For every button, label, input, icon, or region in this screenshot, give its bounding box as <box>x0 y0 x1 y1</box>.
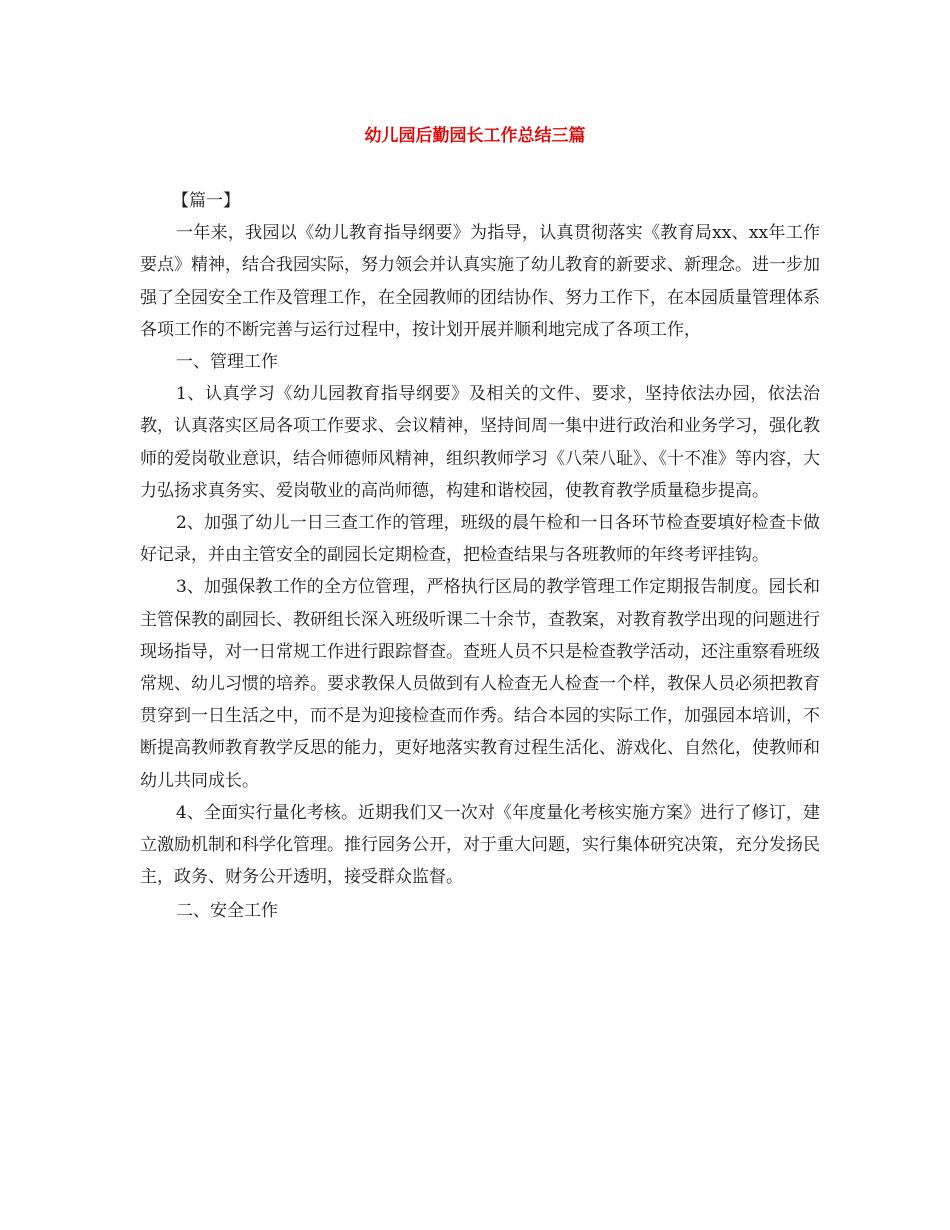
intro-paragraph: 一年来，我园以《幼儿教育指导纲要》为指导，认真贯彻落实《教育局xx、xx年工作要点》精神，结合我园实际，努力领会并认真实施了幼儿教育的新要求、新理念。进一步加强了全园安全工作及管理工作，在全园教师的团结协作、努力工作下，在本园质量管理体系各项工作的不断完善与运行过程中，按计划开展并顺利地完成了各项工作， <box>140 223 820 340</box>
document-title: 幼儿园后勤园长工作总结三篇 <box>364 126 586 146</box>
section-marker: 【篇一】 <box>172 191 240 211</box>
management-item-2: 2、加强了幼儿一日三查工作的管理，班级的晨午检和一日各环节检查要填好检查卡做好记录，并由主管安全的副园长定期检查，把检查结果与各班教师的年终考评挂钩。 <box>140 513 820 566</box>
management-item-4: 4、全面实行量化考核。近期我们又一次对《年度量化考核实施方案》进行了修订，建立激励机制和科学化管理。推行园务公开，对于重大问题，实行集体研究决策，充分发扬民主，政务、财务公开透明，接受群众监督。 <box>140 802 820 888</box>
document-body <box>140 185 820 928</box>
heading-safety: 二、安全工作 <box>176 901 278 922</box>
management-item-1: 1、认真学习《幼儿园教育指导纲要》及相关的文件、要求，坚持依法办园，依法治教，认真落实区局各项工作要求、会议精神，坚持间周一集中进行政治和业务学习，强化教师的爱岗敬业意识，结合师德师风精神，组织教师学习《八荣八耻》、《十不准》等内容，大力弘扬求真务实、爱岗敬业的高尚师德，构建和谐校园，使教育教学质量稳步提高。 <box>140 384 820 501</box>
management-item-3: 3、加强保教工作的全方位管理，严格执行区局的教学管理工作定期报告制度。园长和主管保教的副园长、教研组长深入班级听课二十余节，查教案，对教育教学出现的问题进行现场指导，对一日常规工作进行跟踪督查。查班人员不只是检查教学活动，还注重察看班级常规、幼儿习惯的培养。要求教保人员做到有人检查无人检查一个样，教保人员必须把教育贯穿到一日生活之中，而不是为迎接检查而作秀。结合本园的实际工作，加强园本培训，不断提高教师教育教学反思的能力，更好地落实教育过程生活化、游戏化、自然化，使教师和幼儿共同成长。 <box>140 577 820 791</box>
heading-management: 一、管理工作 <box>176 352 278 373</box>
